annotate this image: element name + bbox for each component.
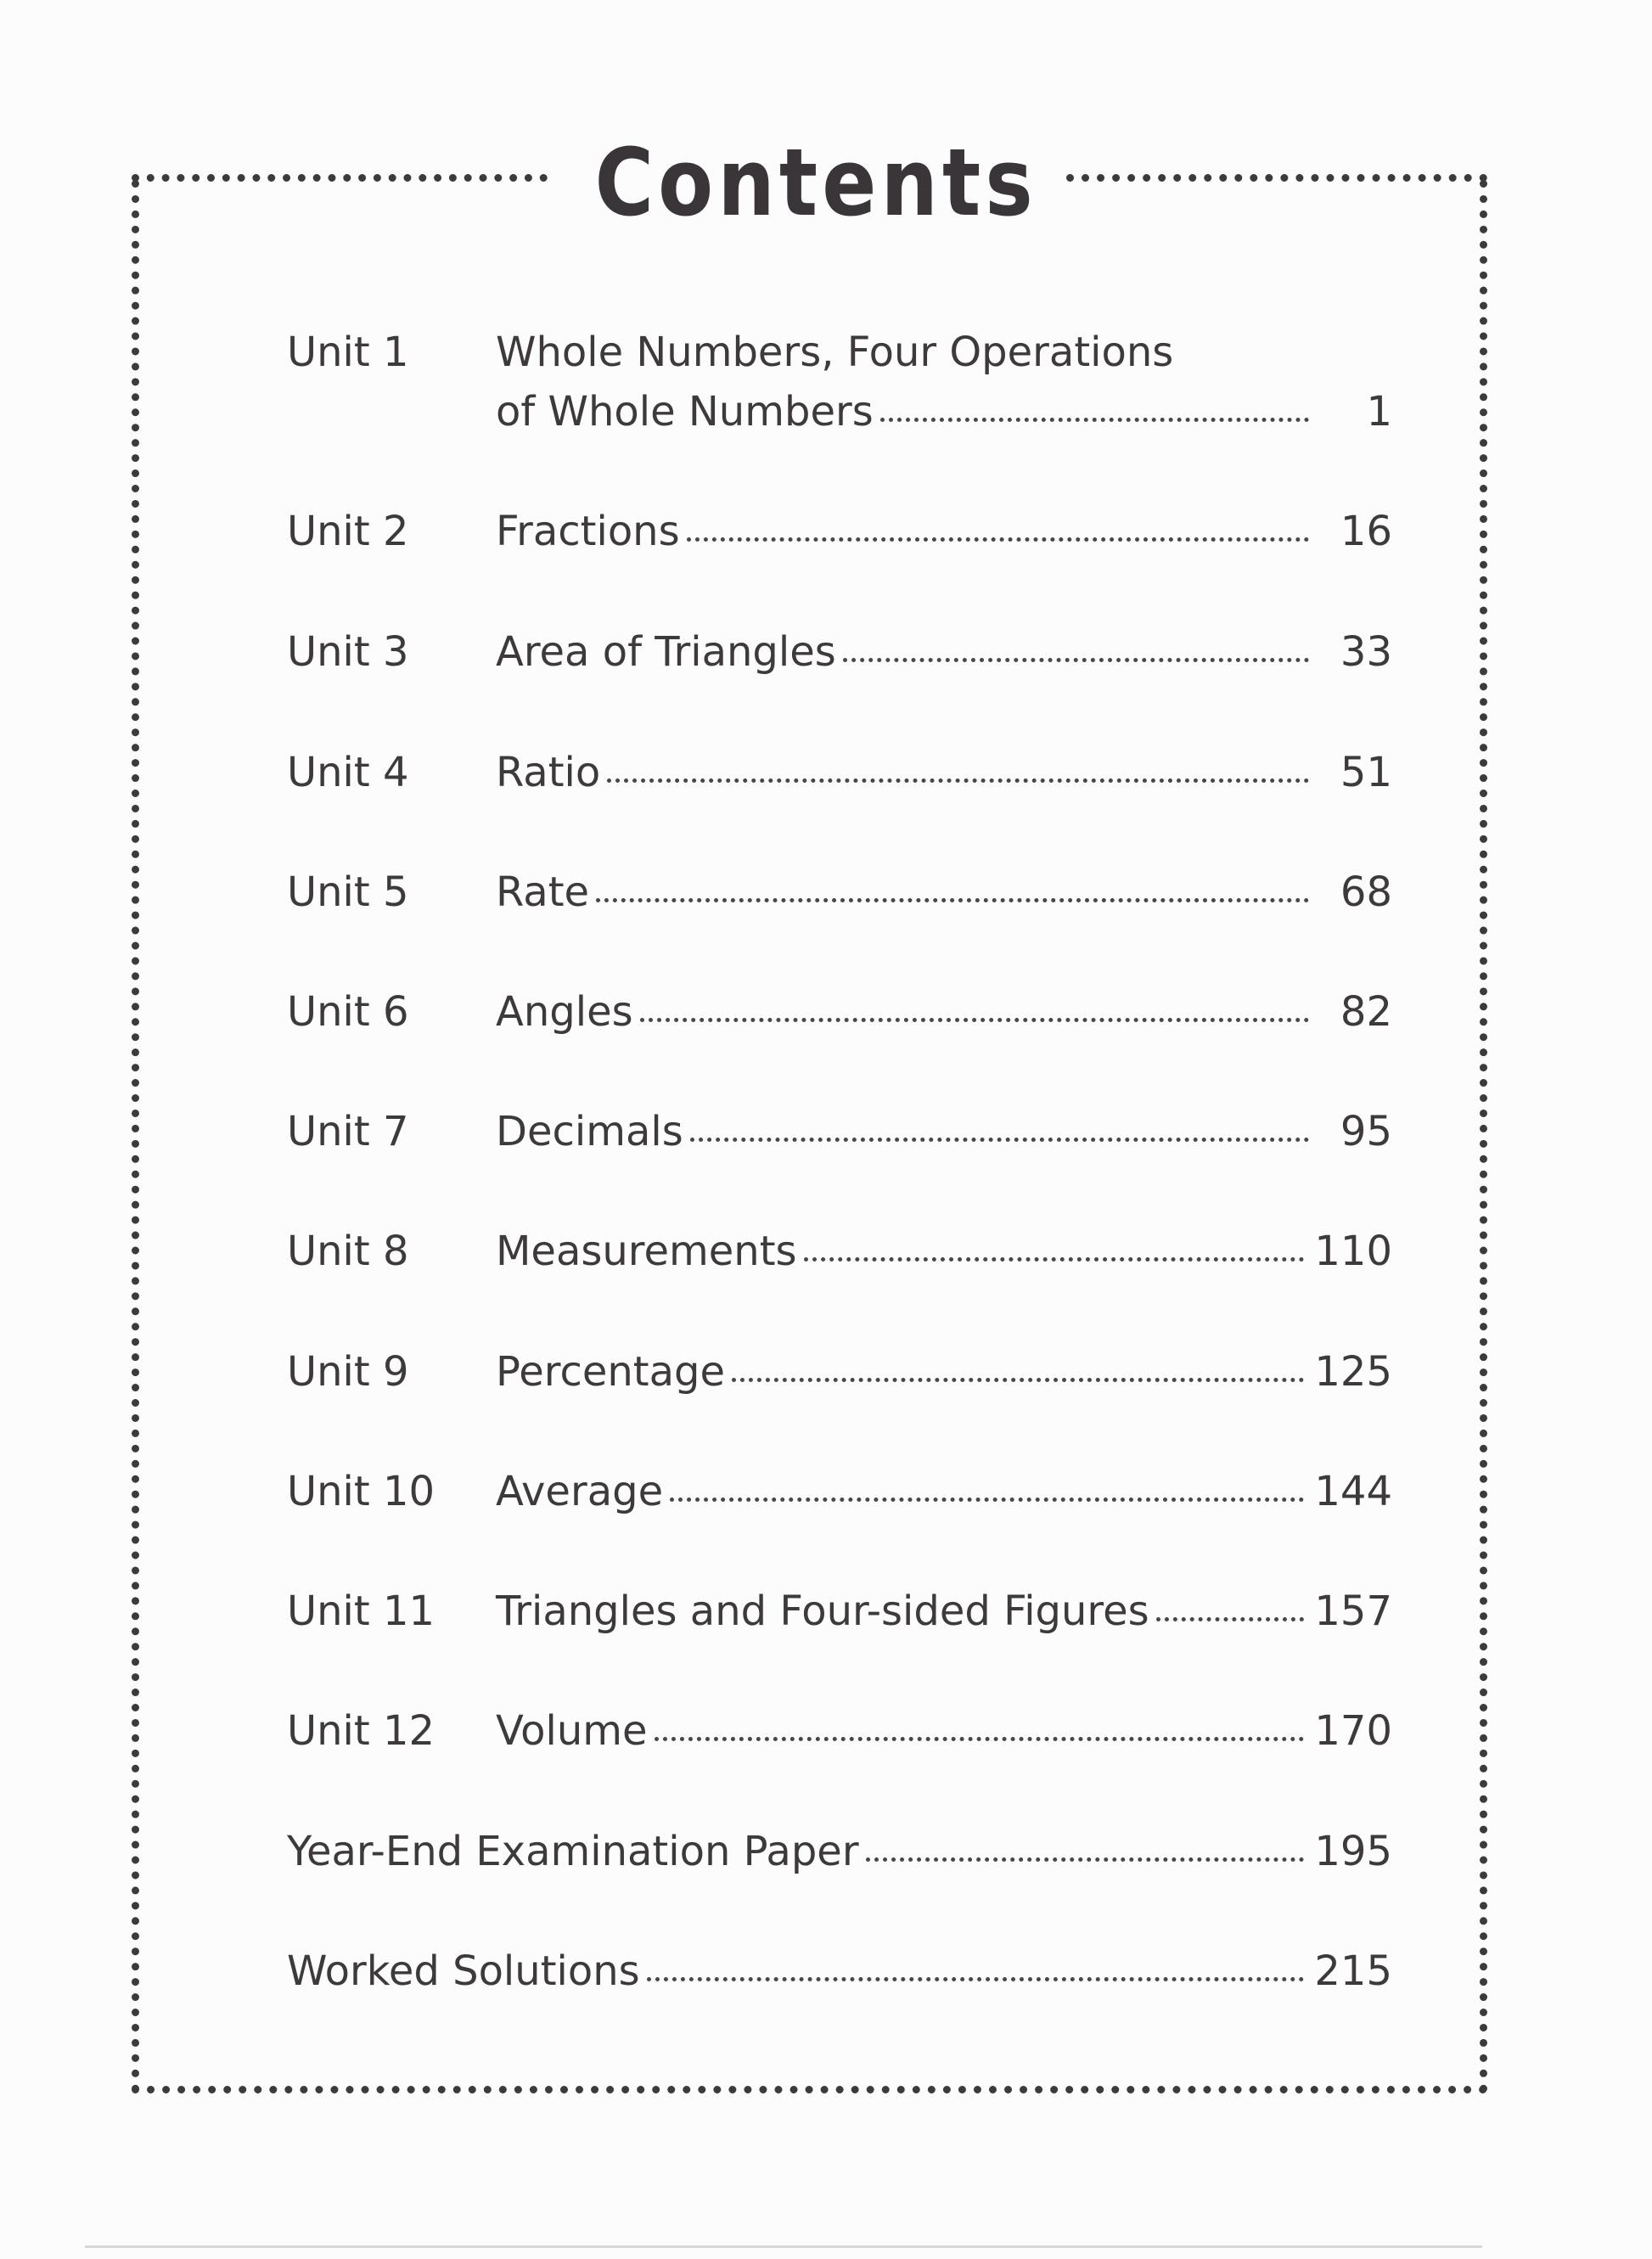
dot-leader	[804, 1224, 1305, 1265]
dot-leader	[655, 1704, 1305, 1745]
dot-leader	[596, 865, 1309, 906]
toc-title: Angles	[496, 988, 633, 1036]
toc-unit-label: Unit 3	[287, 628, 409, 676]
dot-leader	[670, 1464, 1304, 1505]
toc-title: Average	[496, 1468, 664, 1515]
toc-title: Fractions	[496, 508, 680, 555]
toc-unit-label: Unit 2	[287, 508, 409, 555]
toc-page-number: 195	[1314, 1828, 1392, 1875]
toc-page-number: 144	[1314, 1468, 1392, 1515]
toc-title: Decimals	[496, 1108, 683, 1155]
toc-title: Ratio	[496, 749, 601, 796]
toc-title: Year-End Examination Paper	[287, 1828, 859, 1875]
toc-page-number: 82	[1340, 988, 1392, 1036]
toc-page-number: 125	[1314, 1348, 1392, 1396]
toc-title: Measurements	[496, 1228, 797, 1275]
dot-leader	[843, 625, 1309, 666]
dot-leader	[640, 985, 1309, 1026]
toc-page-number: 170	[1314, 1707, 1392, 1755]
toc-page-number: 157	[1314, 1587, 1392, 1635]
toc-title-line-1	[496, 323, 1392, 382]
toc-unit-label: Unit 12	[287, 1707, 435, 1755]
toc-page-number: 95	[1340, 1108, 1392, 1155]
toc-title: of Whole Numbers	[496, 388, 874, 436]
dot-leader	[647, 1944, 1305, 1985]
dot-leader	[880, 385, 1309, 425]
toc-unit-label: Unit 10	[287, 1468, 435, 1515]
toc-title: Area of Triangles	[496, 628, 836, 676]
toc-unit-label: Unit 6	[287, 988, 409, 1036]
toc-unit-label: Unit 8	[287, 1228, 409, 1275]
dot-leader	[732, 1345, 1304, 1385]
toc-title: Triangles and Four-sided Figures	[496, 1587, 1149, 1635]
toc-unit-label: Unit 4	[287, 749, 409, 796]
toc-entry-body	[496, 323, 1392, 441]
dot-leader	[690, 1104, 1309, 1145]
page-edge-rule	[85, 2245, 1482, 2248]
toc-unit-label: Unit 1	[287, 329, 409, 376]
toc-title: Whole Numbers, Four Operations	[496, 329, 1174, 376]
dot-leader	[866, 1824, 1305, 1865]
toc-page-number: 51	[1340, 749, 1392, 796]
toc-title: Rate	[496, 868, 590, 916]
toc-title: Worked Solutions	[287, 1947, 640, 1995]
toc-unit-label: Unit 9	[287, 1348, 409, 1396]
toc-page-number: 33	[1340, 628, 1392, 676]
dot-leader	[687, 504, 1309, 545]
toc-page-number: 110	[1314, 1228, 1392, 1275]
toc-page-number: 16	[1340, 508, 1392, 555]
dot-leader	[607, 745, 1309, 786]
toc-page-number: 215	[1314, 1947, 1392, 1995]
dot-leader	[1156, 1584, 1305, 1625]
toc-unit-label: Unit 7	[287, 1108, 409, 1155]
toc-title-line-2	[496, 382, 1392, 441]
toc-unit-label: Unit 11	[287, 1587, 435, 1635]
toc-page-number: 1	[1366, 388, 1392, 436]
page-title: Contents	[594, 128, 1037, 237]
toc-page-number: 68	[1340, 868, 1392, 916]
toc-unit-label: Unit 5	[287, 868, 409, 916]
toc-title: Volume	[496, 1707, 648, 1755]
toc-title: Percentage	[496, 1348, 726, 1396]
